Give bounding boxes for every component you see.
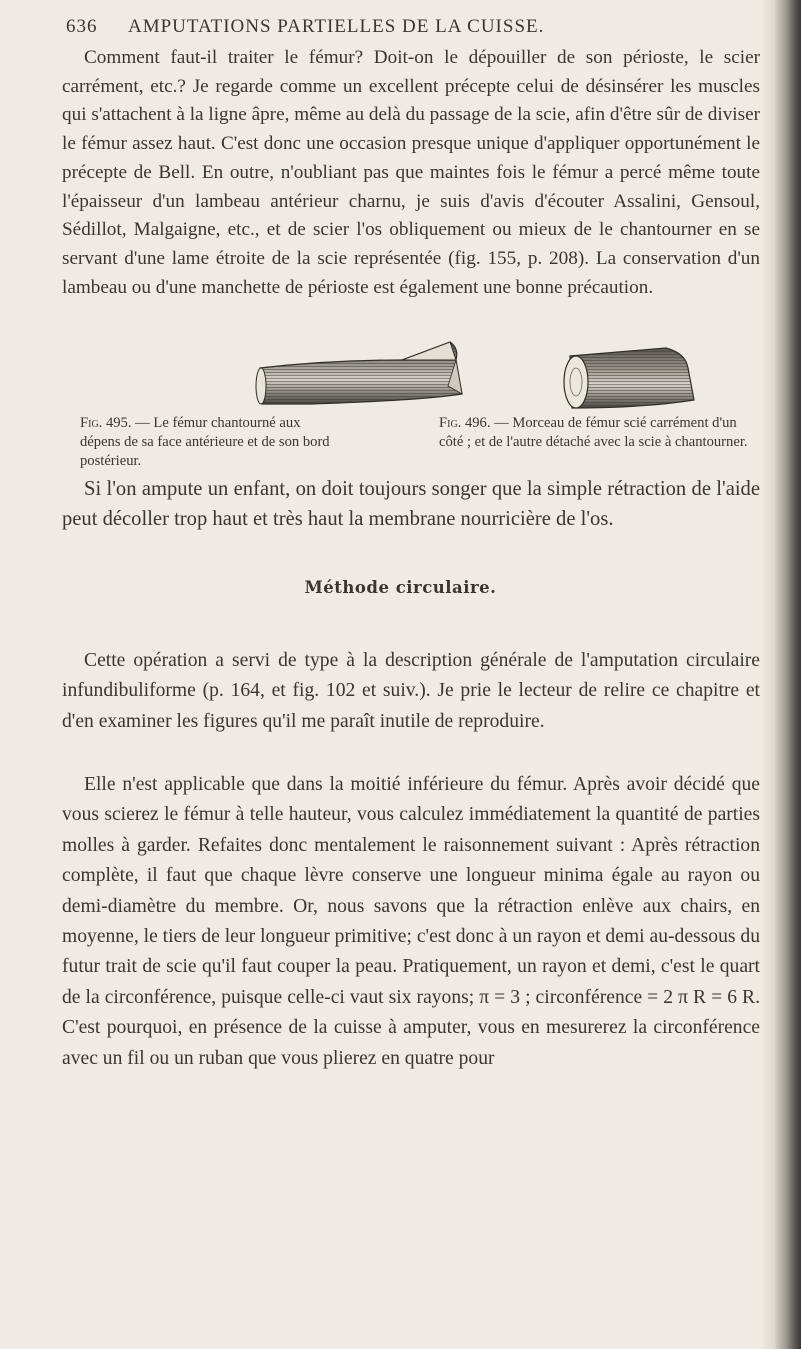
paragraph-circular-intro: Cette opération a servi de type à la description générale de l'amputation circulaire infundibuliforme (p. 164, et fig. 102 et suiv.). Je prie le lecteur de relire ce chapitre et d'en examiner les figures qu'il me paraît inutile de reproduire. — [62, 650, 760, 732]
figure-495-caption-text: — Le fémur chantourné aux dépens de sa face antérieure et de son bord postérieur. — [80, 415, 330, 469]
paragraph-child-amputation: Si l'on ampute un enfant, on doit toujours songer que la simple rétraction de l'aide peut décoller trop haut et très haut la membrane nourricière de l'os. — [62, 478, 760, 530]
figure-495-caption — [80, 414, 338, 471]
page-number: 636 — [66, 16, 98, 37]
figure-495-label: Fig. 495. — [80, 415, 132, 431]
figure-496-femur-illustration — [556, 338, 716, 416]
page-header — [60, 16, 756, 42]
paragraph-femur-treatment: Comment faut-il traiter le fémur? Doit-on le dépouiller de son périoste, le scier carrément, etc.? Je regarde comme un excellent précepte celui de désinsérer les muscles qui s'attachent à la ligne âpre, même au delà du passage de la scie, afin d'être sûr de diviser le fémur assez haut. C'est donc une occasion presque unique d'appliquer opportunément le précepte de Bell. En outre, n'oubliant pas que maintes fois le fémur a percé même toute l'épaisseur d'un lambeau antérieur charnu, je suis d'avis d'écouter Assalini, Gensoul, Sédillot, Malgaigne, etc., et de scier l'os obliquement ou mieux de le chantourner en se servant d'une lame étroite de la scie représentée (fig. 155, p. 208). La conservation d'un lambeau ou d'une manchette de périoste est également une bonne précaution. — [62, 47, 760, 298]
figure-496-caption-text: — Morceau de fémur scié carrément d'un côté ; et de l'autre détaché avec la scie à chantourner. — [439, 415, 748, 450]
paragraph-circular-method: Elle n'est applicable que dans la moitié inférieure du fémur. Après avoir décidé que vous scierez le fémur à telle hauteur, vous calculez immédiatement la quantité de parties molles à garder. Refaites donc mentalement le raisonnement suivant : Après rétraction complète, il faut que chaque lèvre conserve une longueur minima égale au rayon ou demi-diamètre du membre. Or, nous savons que la rétraction enlève aux chairs, en moyenne, le tiers de leur longueur primitive; c'est donc à un rayon et demi au-dessous du futur trait de scie qu'il faut couper la peau. Pratiquement, un rayon et demi, c'est le quart de la circonférence, puisque celle-ci vaut six rayons; π = 3 ; circonférence = 2 π R = 6 R. C'est pourquoi, en présence de la cuisse à amputer, vous en mesurerez la circonférence avec un fil ou un ruban que vous plierez en quatre pour — [62, 774, 760, 1069]
figure-496-caption — [439, 414, 749, 452]
figure-496-label: Fig. 496. — [439, 415, 491, 431]
figure-495-femur-illustration — [252, 338, 542, 416]
section-heading: Méthode circulaire. — [304, 578, 497, 597]
page-edge-shadow — [761, 0, 775, 1349]
running-title: AMPUTATIONS PARTIELLES DE LA CUISSE. — [128, 16, 545, 37]
book-spine-edge — [775, 0, 801, 1349]
